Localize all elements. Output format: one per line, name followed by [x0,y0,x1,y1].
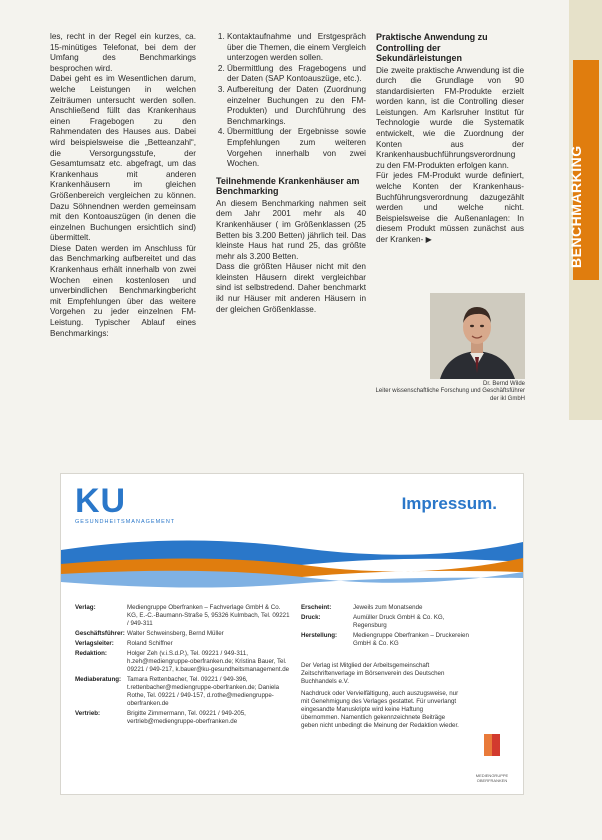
article-column-1 [50,32,196,339]
paragraph: An diesem Benchmarking nahmen seit dem Jahr 2001 mehr als 40 Krankenhäuser ( im Größenklassen (25 Betten bis 3.200 Betten) jährlich teil. Das kleinste Haus hat rund 25, das größte mehr als 3.200 Betten. [216,198,366,261]
person-portrait-icon [430,293,525,379]
paragraph: Der Verlag ist Mitglied der Arbeitsgemeinschaft Zeitschriftenverlage im Börsenverein des Deutschen Buchhandels e.V. [301,662,445,685]
list-item: 4. Übermittlung der Ergebnisse sowie Empfehlungen zum weiteren Vorgehen innerhalb von zwei Wochen. [227,127,366,169]
publisher-badge: MEDIENGRUPPE OBERFRANKEN [471,734,513,783]
table-row: Verlagsleiter: Roland Schiffner [75,640,173,647]
table-row: Geschäftsführer: Walter Schweinsberg, Bernd Müller [75,630,224,637]
section-heading: Teilnehmende Krankenhäuser am Benchmarking [216,175,360,197]
continue-arrow-icon: ▶ [425,235,432,244]
table-row: Verlag: Mediengruppe Oberfranken – Fachverlage GmbH & Co. KG, E.-C.-Baumann-Straße 5, 95326 Kulmbach, Tel. 09221 / 949-311 [75,604,290,627]
impressum-right-table [301,604,477,650]
paragraph: Diese Daten werden im Anschluss für das Benchmarking aufbereitet und das Krankenhaus erhält innerhalb von zwei Wochen einen kostenlosen und unverbindlichen Benchmarkingbericht mit Empfehlungen über das weitere Vorgehen zu jeder einzelnen FM-Leistung. Typischer Ablauf eines Benchmarkings: [50,243,196,338]
article-column-2 [216,32,366,315]
table-row: Vertrieb: Brigitte Zimmermann, Tel. 09221 / 949-205, vertrieb@mediengruppe-oberfranken.de [75,710,246,725]
list-item: 2. Übermittlung des Fragebogens und der Daten (SAP Kontoauszüge, etc.). [227,64,366,85]
table-row: Mediaberatung: Tamara Rettenbacher, Tel. 09221 / 949-396, t.rettenbacher@mediengruppe-oberfranken.de; Daniela Rothe, Tel. 09221 / 949-157, d.rothe@mediengruppe-oberfranken.de [75,676,280,707]
article-column-3 [376,32,524,246]
paragraph [376,171,524,245]
impressum-title: Impressum. [401,494,497,513]
paragraph-text: Für jedes FM-Produkt wurde definiert, welche Konten der Krankenhaus-Buchführungsverordnung dazugezählt werden und welche nicht. Beispielsweise die Außenanlagen: In diesem Produkt müssen zunächst aus der Kranken- [376,171,524,244]
section-heading: Praktische Anwendung zu Controlling der Sekundärleistungen [376,32,488,63]
table-row: Erscheint: Jeweils zum Monatsende [301,604,423,611]
legal-notice [301,662,461,734]
decorative-waves-icon [61,532,523,592]
publisher-logo-icon [471,734,513,768]
caption-role: Leiter wissenschaftliche Forschung und Geschäftsführer der ikl GmbH [375,388,525,402]
benchmarking-steps-list [216,32,366,170]
paragraph: les, recht in der Regel ein kurzes, ca. 15-minütiges Telefonat, bei dem der Umfang des Benchmarkings besprochen wird. [50,32,196,73]
section-label: BENCHMARKING [568,145,584,268]
paragraph: Dass die größten Häuser nicht mit den kleinsten Häusern direkt vergleichbar sind ist selbstredend. Daher benchmarkt ikl nur Häuser mit anderen Häusern in der gleichen Größenklasse. [216,262,366,314]
photo-caption [375,381,525,403]
impressum-left-table [75,604,291,728]
table-row: Herstellung: Mediengruppe Oberfranken – Druckereien GmbH & Co. KG [301,632,469,647]
ku-logo: KU GESUNDHEITSMANAGEMENT [75,482,176,525]
paragraph: Nachdruck oder Vervielfältigung, auch auszugsweise, nur mit Genehmigung des Verlages gestattet. Für unverlangt eingesandte Manuskripte wird keine Haftung übernommen. Namentlich gekennzeichnete Beiträge geben nicht unbedingt die Meinung der Redaktion wieder. [301,690,459,729]
table-row: Druck: Aumüller Druck GmbH & Co. KG, Regensburg [301,614,445,629]
impressum-box [60,473,524,795]
author-photo [430,293,525,379]
list-item: 1. Kontaktaufnahme und Erstgespräch über die Themen, die einem Vergleich unterzogen werden sollen. [227,32,366,64]
paragraph: Dabei geht es im Wesentlichen darum, welche Leistungen in welchen Zeiträumen untersucht werden sollen. Anschließend füllt das Krankenhaus einen Fragebogen zu den Rahmendaten des Hauses aus. Dabei wird beispielsweise die „Betteanzahl“, die Versorgungsstufe, der Gesamtumsatz etc. abgefragt, um das Krankenhaus mit anderen Krankenhäusern im gleichen Größenbereich vergleichen zu können. Dazu Söhnendnen werden gemeinsam mit den Kontoauszügen (in denen die einzelnen Buchungen ersichtlich sind) übermittelt. [50,74,196,243]
table-row: Redaktion: Holger Zeh (v.i.S.d.P.), Tel. 09221 / 949-311, h.zeh@mediengruppe-oberfranken.de; Kristina Bauer, Tel. 09221 / 949-217, k.bauer@ku-gesundheitsmanagement.de [75,650,290,673]
paragraph: Die zweite praktische Anwendung ist die durch die Grundlage von 90 standardisierten FM-Produkte erzielt worden kann, ist die Controlling dieser Leistungen. Am Karlsruher Institut für Technologie wurde die Systematik entwickelt, wie die Zuordnung der Konten aus der Krankenhausbuchführungsverordnung zu den FM-Produkten erfolgen kann. [376,65,524,170]
caption-name: Dr. Bernd Wilde [482,381,525,387]
list-item: 3. Aufbereitung der Daten (Zuordnung einzelner Buchungen zu den FM-Produkten) und Durchführung des Benchmarkings. [227,85,366,127]
